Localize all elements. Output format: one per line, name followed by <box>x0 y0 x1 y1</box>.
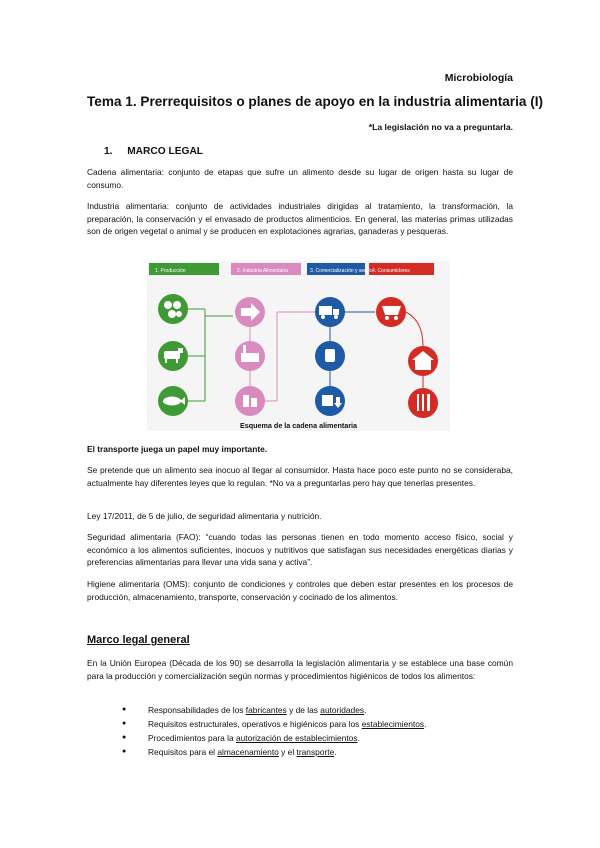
text-cadena: : conjunto de etapas que sufre un alimento desde su lugar de origen hasta su lugar de consumo. <box>87 167 513 190</box>
stage-label: 4. Consumidores <box>372 268 410 274</box>
figure-caption: Esquema de la cadena alimentaria <box>147 421 450 430</box>
term-industria: Industria alimentaria <box>87 201 167 211</box>
note: *La legislación no va a preguntarla. <box>368 122 513 132</box>
text-higiene: : conjunto de condiciones y controles que deben estar presentes en los procesos de producción, almacenamiento, transporte, conservación y cocinado de los alimentos. <box>87 579 513 602</box>
section-title: MARCO LEGAL <box>127 146 204 157</box>
list-item: ● Requisitos estructurales, operativos e higiénicos para los establecimientos. <box>122 717 522 731</box>
requirements-list <box>122 703 522 759</box>
paragraph-ley: Ley 17/2011, de 5 de julio, de seguridad alimentaria y nutrición. <box>87 511 322 521</box>
list-item: ● Requisitos para el almacenamiento y el transporte. <box>122 745 522 759</box>
paragraph-inocuo: Se pretende que un alimento sea inocuo al llegar al consumidor. Hasta hace poco este punto no se consideraba, actualmente hay diferentes leyes que lo regulan. *No va a preguntarlas pero hay que tenerlas presentes. <box>87 465 513 488</box>
text-seguridad: : “cuando todas las personas tienen en todo momento acceso físico, social y económico a los alimentos suficientes, inocuos y nutritivos que satisfagan sus necesidades energéticas diarias y preferencias alimentarias para llevar una vida sana y activa”. <box>87 532 513 567</box>
list-item: ● Responsabilidades de los fabricantes y de las autoridades. <box>122 703 522 717</box>
term-higiene: Higiene alimentaria (OMS) <box>87 579 188 589</box>
term-seguridad: Seguridad alimentaria (FAO) <box>87 532 199 542</box>
food-chain-diagram <box>147 261 450 421</box>
section-number: 1. <box>104 146 113 157</box>
term-cadena: Cadena alimentaria <box>87 167 162 177</box>
list-item: ● Procedimientos para la autorización de establecimientos. <box>122 731 522 745</box>
vegetables-icon <box>158 294 188 324</box>
paragraph-transporte: El transporte juega un papel muy importante. <box>87 444 268 454</box>
header-subject: Microbiología <box>444 72 513 84</box>
food-chain-figure <box>147 261 450 431</box>
stage-label: 2. Industria Alimentaria <box>237 268 288 274</box>
paragraph-marco-intro: En la Unión Europea (Década de los 90) se desarrolla la legislación alimentaria y se establece una base común para la producción y comercialización según normas y procedimientos higiénicos de todos los alimentos: <box>87 658 513 681</box>
paragraph-industria <box>87 200 513 238</box>
stage-label: 3. Comercialización y servic. <box>310 268 374 274</box>
paragraph-seguridad <box>87 531 513 569</box>
paragraph-higiene <box>87 578 513 603</box>
section-heading <box>104 146 203 157</box>
subsection-title: Marco legal general <box>87 634 190 646</box>
stage-label: 1. Producción <box>155 268 186 274</box>
paragraph-cadena <box>87 166 513 191</box>
text-industria: : conjunto de actividades industriales dirigidas al tratamiento, la transformación, la preparación, la conservación y el envasado de productos alimenticios. En general, las materias primas utilizadas son de origen vegetal o animal y se producen en explotaciones agrarias, ganaderas y pesqueras. <box>87 201 513 236</box>
packaging-icon <box>235 386 265 416</box>
page-title: Tema 1. Prerrequisitos o planes de apoyo en la industria alimentaria (I) <box>87 94 544 109</box>
